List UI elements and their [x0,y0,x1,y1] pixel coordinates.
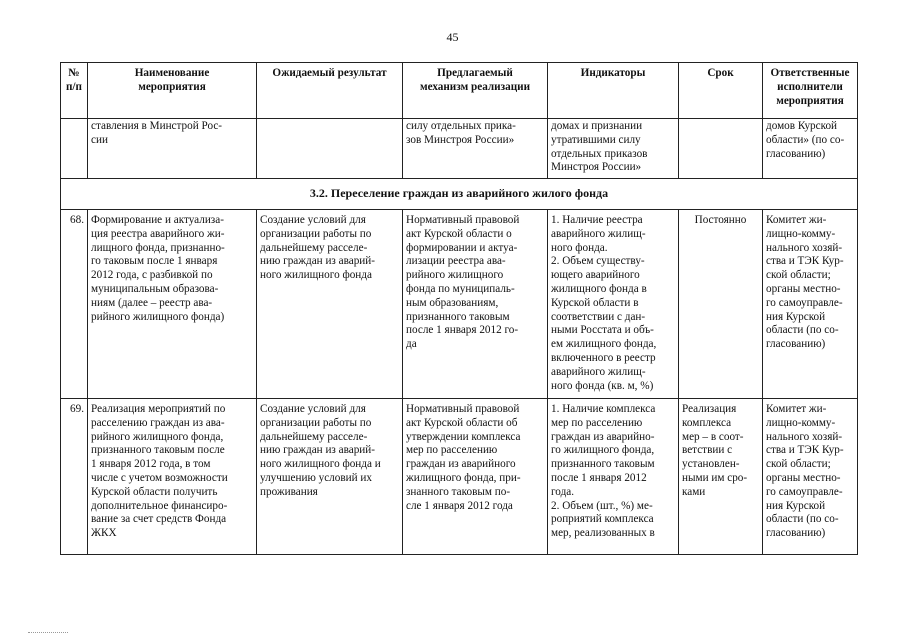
cell-responsible: домов Курской области» (по со- гласованию) [763,119,858,179]
cell-term: Постоянно [679,210,763,399]
section-title: 3.2. Переселение граждан из аварийного жилого фонда [61,179,858,210]
cell-result: Создание условий для организации работы по дальнейшему расселе- нию граждан из аварий- ного жилищного фонда [257,210,403,399]
cell-num [61,119,88,179]
scan-edge-mark [28,632,68,634]
cell-result: Создание условий для организации работы по дальнейшему расселе- нию граждан из аварий- ного жилищного фонда и улучшению условий их проживания [257,399,403,555]
cell-name: ставления в Минстрой Рос- сии [88,119,257,179]
cell-responsible: Комитет жи- лищно-комму- нального хозяй- ства и ТЭК Кур- ской области; органы местно- го самоуправле- ния Курской области (по со- гласованию) [763,399,858,555]
header-name: Наименование мероприятия [88,63,257,119]
cell-num: 68. [61,210,88,399]
cell-term [679,119,763,179]
header-indicators: Индикаторы [548,63,679,119]
section-row [61,179,858,210]
header-responsible: Ответственные исполнители мероприятия [763,63,858,119]
page-number: 45 [446,30,459,44]
table-row [61,399,858,555]
table-header-row [61,63,858,119]
cell-mechanism: силу отдельных прика- зов Минстроя России» [403,119,548,179]
cell-term: Реализация комплекса мер – в соот- ветствии с установлен- ными им сро- ками [679,399,763,555]
cell-num: 69. [61,399,88,555]
cell-indicators: 1. Наличие реестра аварийного жилищ- ного фонда. 2. Объем существу- ющего аварийного жилищного фонда в Курской области в соответствии с дан- ными Росстата и объ- ем жилищного фонда, включенного в реестр аварийного жилищ- ного фонда (кв. м, %) [548,210,679,399]
cell-result [257,119,403,179]
measures-table [60,62,858,555]
header-result: Ожидаемый результат [257,63,403,119]
cell-mechanism: Нормативный правовой акт Курской области о формировании и актуа- лизации реестра ава- рийного жилищного фонда по муниципаль- ным образованиям, признанного таковым после 1 января 2012 го- да [403,210,548,399]
cell-mechanism: Нормативный правовой акт Курской области об утверждении комплекса мер по расселению граждан из аварийного жилищного фонда, при- знанного таковым по- сле 1 января 2012 года [403,399,548,555]
cell-indicators: 1. Наличие комплекса мер по расселению граждан из аварийно- го жилищного фонда, признанного таковым после 1 января 2012 года. 2. Объем (шт., %) ме- роприятий комплекса мер, реализованных в [548,399,679,555]
cell-indicators: домах и признании утратившими силу отдельных приказов Минстроя России» [548,119,679,179]
header-term: Срок [679,63,763,119]
table-row [61,210,858,399]
table-row-continuation [61,119,858,179]
header-mechanism: Предлагаемый механизм реализации [403,63,548,119]
cell-name: Формирование и актуализа- ция реестра аварийного жи- лищного фонда, признанно- го таковым после 1 января 2012 года, с разбивкой по муниципальным образова- ниям (далее – реестр ава- рийного жилищного фонда) [88,210,257,399]
header-num: № п/п [61,63,88,119]
cell-responsible: Комитет жи- лищно-комму- нального хозяй- ства и ТЭК Кур- ской области; органы местно- го самоуправле- ния Курской области (по со- гласованию) [763,210,858,399]
cell-name: Реализация мероприятий по расселению граждан из ава- рийного жилищного фонда, признанного таковым после 1 января 2012 года, в том числе с учетом возможности Курской области получить дополнительное финансиро- вание за счет средств Фонда ЖКХ [88,399,257,555]
